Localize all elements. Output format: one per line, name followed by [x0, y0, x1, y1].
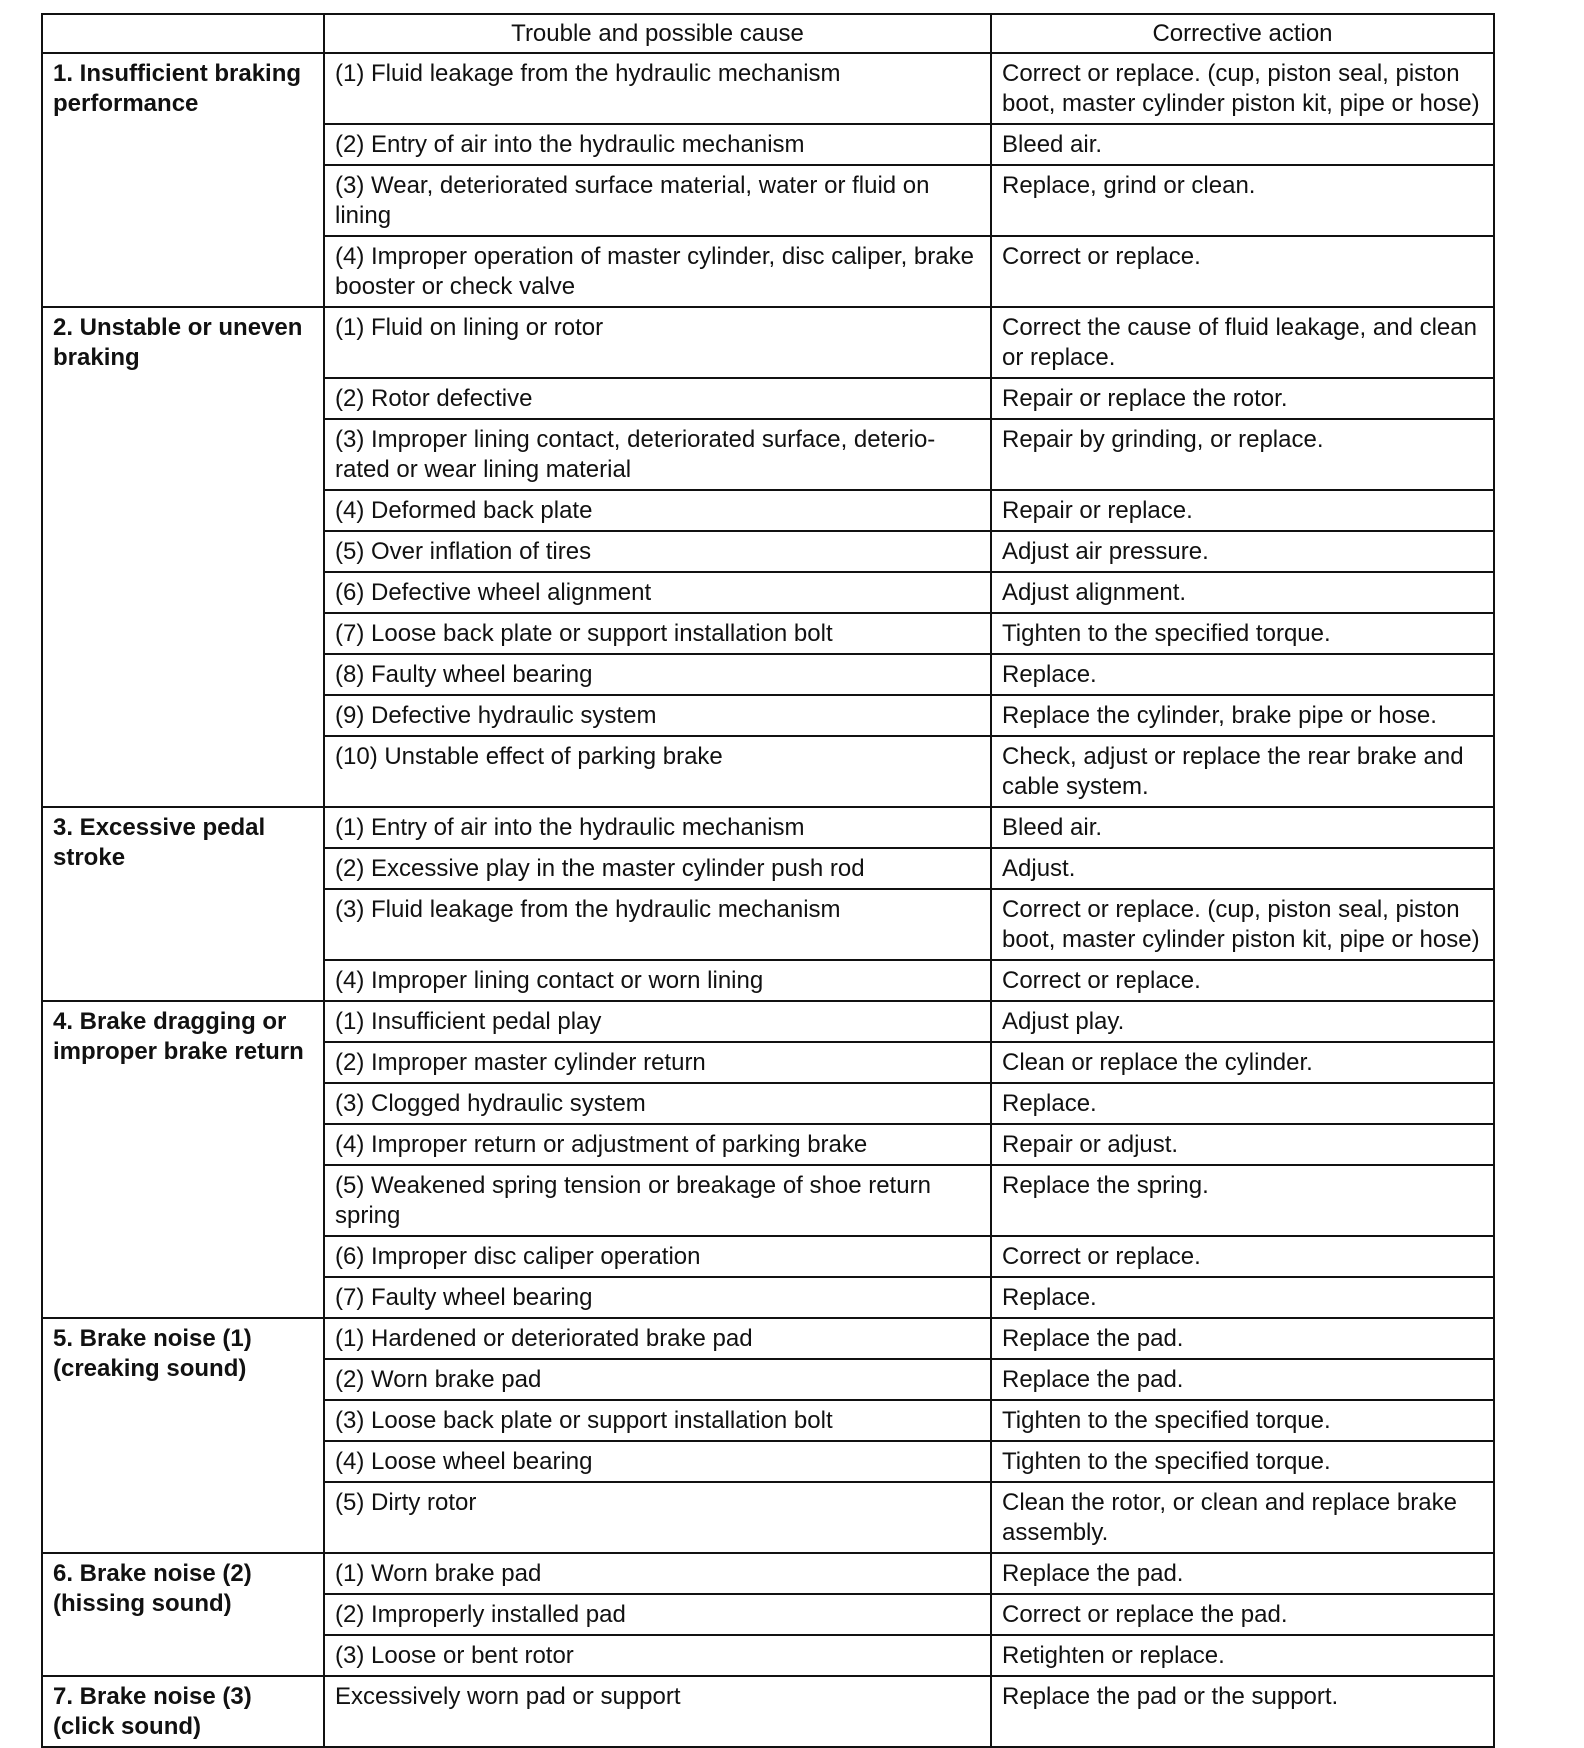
cause-cell: (3) Clogged hydraulic system: [324, 1083, 991, 1124]
cause-cell: (4) Improper operation of master cylinder, disc caliper, brake booster or check valve: [324, 236, 991, 307]
action-cell: Replace.: [991, 654, 1494, 695]
action-cell: Correct or replace. (cup, piston seal, piston boot, master cylinder piston kit, pipe or hose): [991, 53, 1494, 124]
action-cell: Adjust play.: [991, 1001, 1494, 1042]
action-cell: Replace the pad.: [991, 1359, 1494, 1400]
cause-cell: (3) Loose or bent rotor: [324, 1635, 991, 1676]
table-row: [42, 1676, 1494, 1747]
symptom-cell: 1. Insufficient braking performance: [42, 53, 324, 307]
symptom-cell: 7. Brake noise (3) (click sound): [42, 1676, 324, 1747]
cause-cell: (4) Improper lining contact or worn lining: [324, 960, 991, 1001]
action-cell: Correct or replace the pad.: [991, 1594, 1494, 1635]
cause-cell: (5) Dirty rotor: [324, 1482, 991, 1553]
action-cell: Repair or replace.: [991, 490, 1494, 531]
symptom-cell: 3. Excessive pedal stroke: [42, 807, 324, 1001]
cause-cell: (1) Insufficient pedal play: [324, 1001, 991, 1042]
action-cell: Repair by grinding, or replace.: [991, 419, 1494, 490]
cause-cell: (9) Defective hydraulic system: [324, 695, 991, 736]
cause-cell: (2) Excessive play in the master cylinder push rod: [324, 848, 991, 889]
action-cell: Retighten or replace.: [991, 1635, 1494, 1676]
action-cell: Correct the cause of fluid leakage, and clean or replace.: [991, 307, 1494, 378]
cause-cell: (3) Loose back plate or support installation bolt: [324, 1400, 991, 1441]
symptom-cell: 4. Brake dragging or improper brake return: [42, 1001, 324, 1318]
action-cell: Replace the pad.: [991, 1553, 1494, 1594]
cause-cell: (10) Unstable effect of parking brake: [324, 736, 991, 807]
action-cell: Replace the spring.: [991, 1165, 1494, 1236]
action-cell: Replace.: [991, 1083, 1494, 1124]
action-cell: Adjust air pressure.: [991, 531, 1494, 572]
action-cell: Correct or replace. (cup, piston seal, piston boot, master cylinder piston kit, pipe or hose): [991, 889, 1494, 960]
table-row: [42, 307, 1494, 378]
action-cell: Tighten to the specified torque.: [991, 613, 1494, 654]
cause-cell: (1) Fluid leakage from the hydraulic mechanism: [324, 53, 991, 124]
action-cell: Correct or replace.: [991, 1236, 1494, 1277]
action-cell: Correct or replace.: [991, 236, 1494, 307]
table-row: [42, 1001, 1494, 1042]
cause-cell: Excessively worn pad or support: [324, 1676, 991, 1747]
cause-cell: (2) Entry of air into the hydraulic mechanism: [324, 124, 991, 165]
symptom-cell: 2. Unstable or uneven braking: [42, 307, 324, 807]
table-row: [42, 1318, 1494, 1359]
troubleshooting-table: [41, 13, 1495, 1748]
action-cell: Replace, grind or clean.: [991, 165, 1494, 236]
cause-cell: (7) Loose back plate or support installation bolt: [324, 613, 991, 654]
action-cell: Clean or replace the cylinder.: [991, 1042, 1494, 1083]
cause-cell: (6) Defective wheel alignment: [324, 572, 991, 613]
table-row: [42, 807, 1494, 848]
cause-cell: (2) Worn brake pad: [324, 1359, 991, 1400]
cause-cell: (1) Worn brake pad: [324, 1553, 991, 1594]
header-row: [42, 14, 1494, 53]
action-cell: Replace the cylinder, brake pipe or hose.: [991, 695, 1494, 736]
action-cell: Tighten to the specified torque.: [991, 1441, 1494, 1482]
action-cell: Repair or replace the rotor.: [991, 378, 1494, 419]
cause-cell: (4) Improper return or adjustment of parking brake: [324, 1124, 991, 1165]
cause-cell: (5) Over inflation of tires: [324, 531, 991, 572]
action-cell: Bleed air.: [991, 124, 1494, 165]
cause-cell: (8) Faulty wheel bearing: [324, 654, 991, 695]
cause-cell: (4) Loose wheel bearing: [324, 1441, 991, 1482]
action-cell: Check, adjust or replace the rear brake and cable system.: [991, 736, 1494, 807]
action-cell: Correct or replace.: [991, 960, 1494, 1001]
cause-cell: (3) Improper lining contact, deteriorated surface, deterio-rated or wear lining material: [324, 419, 991, 490]
action-cell: Replace.: [991, 1277, 1494, 1318]
header-symptom: [42, 14, 324, 53]
action-cell: Replace the pad or the support.: [991, 1676, 1494, 1747]
cause-cell: (2) Improperly installed pad: [324, 1594, 991, 1635]
cause-cell: (2) Improper master cylinder return: [324, 1042, 991, 1083]
cause-cell: (1) Entry of air into the hydraulic mechanism: [324, 807, 991, 848]
action-cell: Clean the rotor, or clean and replace brake assembly.: [991, 1482, 1494, 1553]
table-row: [42, 1553, 1494, 1594]
cause-cell: (6) Improper disc caliper operation: [324, 1236, 991, 1277]
cause-cell: (5) Weakened spring tension or breakage of shoe return spring: [324, 1165, 991, 1236]
action-cell: Adjust alignment.: [991, 572, 1494, 613]
header-action: Corrective action: [991, 14, 1494, 53]
cause-cell: (1) Fluid on lining or rotor: [324, 307, 991, 378]
table-row: [42, 53, 1494, 124]
action-cell: Tighten to the specified torque.: [991, 1400, 1494, 1441]
cause-cell: (1) Hardened or deteriorated brake pad: [324, 1318, 991, 1359]
action-cell: Repair or adjust.: [991, 1124, 1494, 1165]
action-cell: Adjust.: [991, 848, 1494, 889]
cause-cell: (2) Rotor defective: [324, 378, 991, 419]
cause-cell: (4) Deformed back plate: [324, 490, 991, 531]
table-body: [42, 53, 1494, 1747]
cause-cell: (7) Faulty wheel bearing: [324, 1277, 991, 1318]
header-cause: Trouble and possible cause: [324, 14, 991, 53]
cause-cell: (3) Fluid leakage from the hydraulic mechanism: [324, 889, 991, 960]
action-cell: Replace the pad.: [991, 1318, 1494, 1359]
symptom-cell: 5. Brake noise (1) (creaking sound): [42, 1318, 324, 1553]
symptom-cell: 6. Brake noise (2) (hissing sound): [42, 1553, 324, 1676]
action-cell: Bleed air.: [991, 807, 1494, 848]
cause-cell: (3) Wear, deteriorated surface material, water or fluid on lining: [324, 165, 991, 236]
